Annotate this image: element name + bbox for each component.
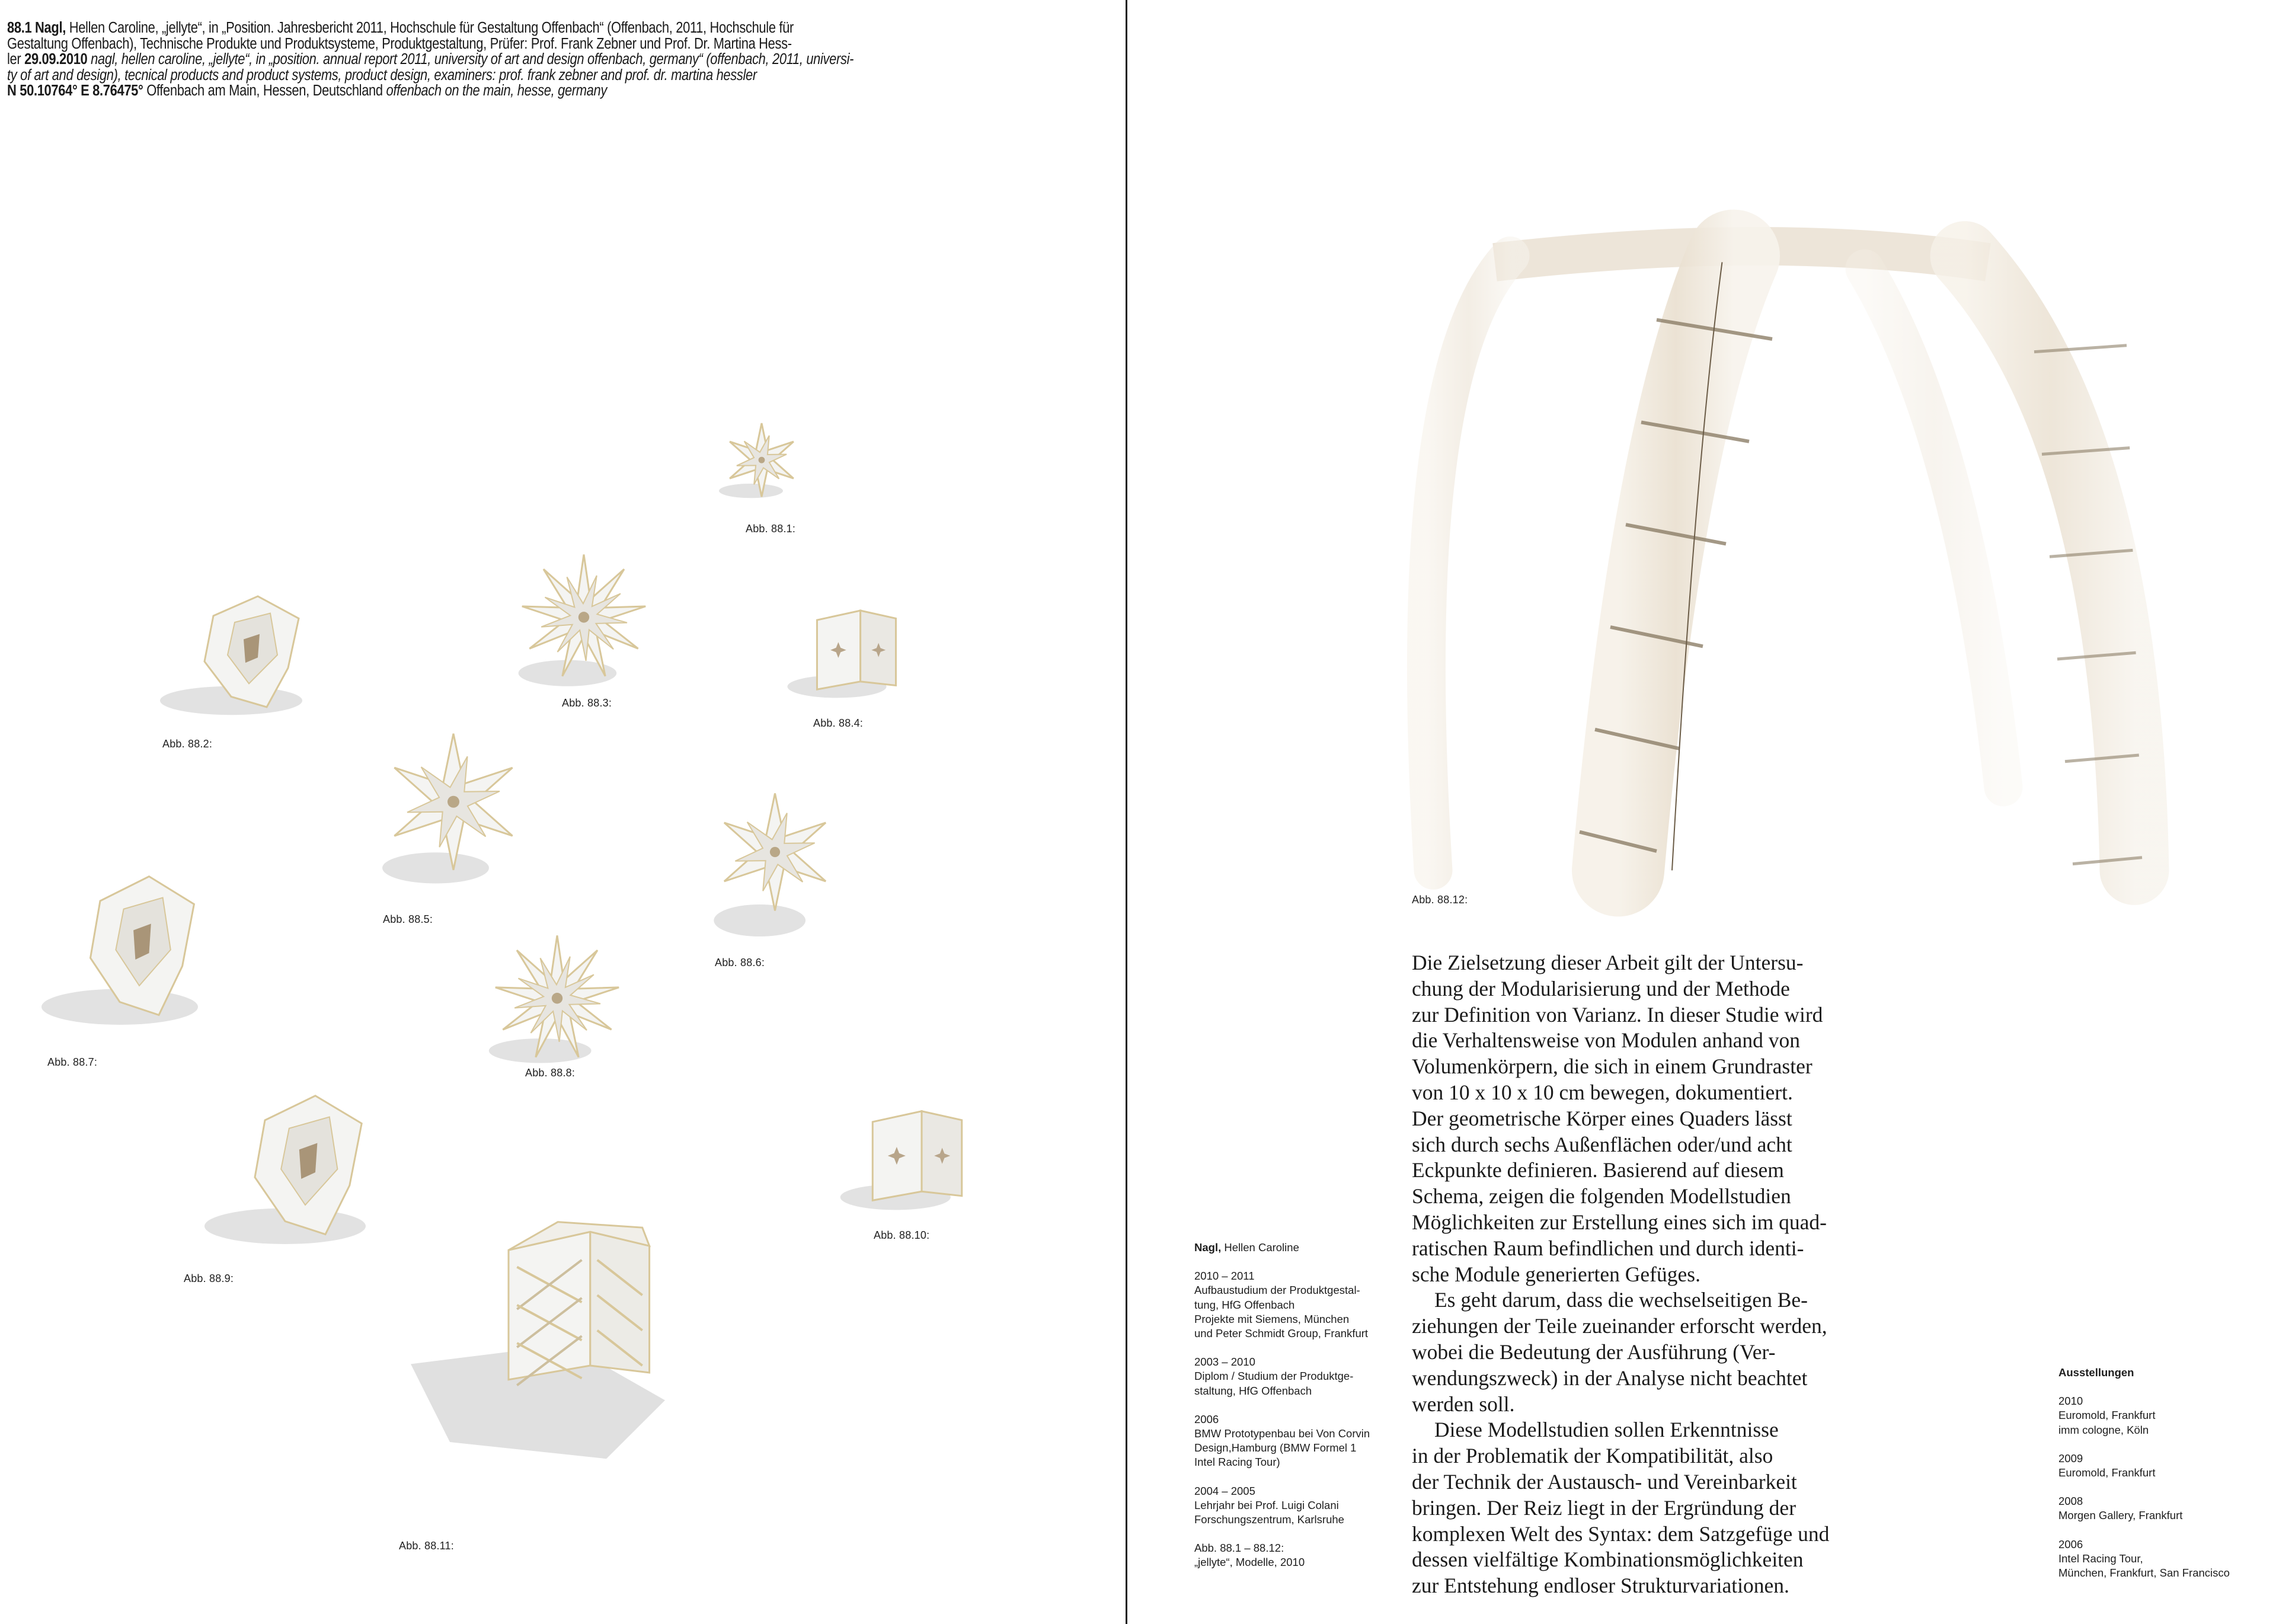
body-text-line: dessen vielfältige Kombinationsmöglichkeiten (1412, 1548, 1804, 1572)
figure-88-11-caption: Abb. 88.11: (399, 1540, 454, 1552)
figure-note (1194, 1541, 1408, 1569)
body-text-line: zur Definition von Varianz. In dieser Studie wird (1412, 1002, 1823, 1027)
bio-given-name: Hellen Caroline (1221, 1241, 1299, 1254)
figure-88-6-image (711, 768, 839, 945)
figure-note-line: „jellyte“, Modelle, 2010 (1194, 1556, 1305, 1569)
bio-detail: Lehrjahr bei Prof. Luigi Colani (1194, 1498, 1339, 1511)
reference-line: ty of art and design), tecnical products and product systems, product design, examiners: prof. frank zebner and prof. dr. martina hessler (7, 66, 757, 84)
exhibitions (2058, 1366, 2272, 1580)
exhibitions-heading: Ausstellungen (2058, 1366, 2134, 1379)
bio-detail: und Peter Schmidt Group, Frankfurt (1194, 1327, 1369, 1340)
body-text-line: in der Problematik der Kompatibilität, also (1412, 1444, 1773, 1468)
model-drawing (41, 868, 237, 1031)
bibliographic-reference (7, 20, 1088, 99)
exhibition-venue: Morgen Gallery, Frankfurt (2058, 1509, 2183, 1522)
body-text-line: Schema, zeigen die folgenden Modellstudien (1412, 1184, 1791, 1209)
reference-line: ler 29.09.2010 nagl, hellen caroline, „jellyte“, in „position. annual report 2011, university of art and design offenbach, germany“ (offenbach, 2011, universi- (7, 51, 854, 68)
figure-88-3-caption: Abb. 88.3: (562, 697, 612, 709)
figure-88-4-image (791, 590, 922, 702)
bio-years: 2004 – 2005 (1194, 1484, 1255, 1497)
body-text-line: die Verhaltensweise von Modulen anhand von (1412, 1028, 1800, 1053)
body-text (1412, 950, 1839, 1599)
model-drawing (711, 768, 839, 945)
body-text-line: ratischen Raum befindlichen und durch identi- (1412, 1236, 1804, 1260)
exhibition-venue: Intel Racing Tour, (2058, 1552, 2143, 1565)
bio-surname: Nagl, (1194, 1241, 1222, 1254)
body-text-line: sche Module generierten Gefüges. (1412, 1262, 1700, 1286)
body-text-line: bringen. Der Reiz liegt in der Ergründung der (1412, 1495, 1796, 1520)
body-text-line: Volumenkörpern, die sich in einem Grundraster (1412, 1054, 1813, 1079)
figure-88-11-image (391, 1191, 782, 1470)
figure-88-1-image (717, 422, 806, 502)
exhibition-year: 2009 (2058, 1452, 2083, 1465)
model-drawing (1387, 243, 2157, 883)
bio-years: 2006 (1194, 1412, 1219, 1425)
figure-88-2-image (160, 590, 338, 720)
figure-88-8-caption: Abb. 88.8: (525, 1067, 576, 1079)
exhibition-venue: imm cologne, Köln (2058, 1423, 2149, 1436)
figure-88-12-caption: Abb. 88.12: (1412, 894, 1468, 906)
figure-88-5-image (379, 720, 528, 892)
model-drawing (516, 548, 652, 693)
figure-88-10-caption: Abb. 88.10: (874, 1229, 930, 1241)
figure-88-8-image (486, 934, 628, 1070)
designer-bio (1194, 1241, 1408, 1570)
bio-detail: BMW Prototypenbau bei Von Corvin (1194, 1427, 1370, 1440)
reference-line: N 50.10764° E 8.76475° Offenbach am Main, Hessen, Deutschland offenbach on the main, hesse, germany (7, 82, 608, 99)
exhibition-venue: Euromold, Frankfurt (2058, 1409, 2156, 1422)
reference-line: Gestaltung Offenbach), Technische Produkte und Produktsysteme, Produktgestaltung, Prüfer: Prof. Frank Zebner und Prof. Dr. Martina Hess- (7, 35, 792, 52)
body-text-line: chung der Modularisierung und der Methode (1412, 976, 1790, 1000)
bio-entries (1194, 1269, 1408, 1541)
figure-88-7-caption: Abb. 88.7: (47, 1056, 98, 1068)
body-text-line: zur Entstehung endloser Strukturvariationen. (1412, 1574, 1789, 1598)
exhibition-year: 2006 (2058, 1537, 2083, 1551)
bio-detail: Projekte mit Siemens, München (1194, 1312, 1350, 1325)
exhibition-venue: München, Frankfurt, San Francisco (2058, 1567, 2230, 1580)
figure-88-9-image (204, 1088, 406, 1251)
body-text-line: Die Zielsetzung dieser Arbeit gilt der Untersu- (1412, 951, 1804, 974)
page-gutter-divider (1126, 0, 1127, 1624)
bio-detail: Aufbaustudium der Produktgestal- (1194, 1284, 1360, 1297)
model-drawing (486, 934, 628, 1070)
reference-line: 88.1 Nagl, Hellen Caroline, „jellyte“, in „Position. Jahresbericht 2011, Hochschule für Gestaltung Offenbach“ (Offenbach, 2011, Hochschule für (7, 20, 794, 36)
figure-note-line: Abb. 88.1 – 88.12: (1194, 1542, 1284, 1555)
bio-years: 2003 – 2010 (1194, 1356, 1255, 1369)
body-text-line: Diese Modellstudien sollen Erkenntnisse (1434, 1418, 1779, 1442)
model-drawing (204, 1088, 406, 1251)
body-text-line: wendungszweck) in der Analyse nicht beachtet (1412, 1366, 1808, 1390)
body-text-line: Möglichkeiten zur Erstellung eines sich im quad- (1412, 1210, 1827, 1234)
exhibition-venue: Euromold, Frankfurt (2058, 1466, 2156, 1479)
figure-88-5-caption: Abb. 88.5: (383, 913, 433, 925)
model-drawing (717, 422, 806, 502)
body-text-line: sich durch sechs Außenflächen oder/und acht (1412, 1132, 1792, 1156)
model-drawing (160, 590, 338, 720)
figure-88-6-caption: Abb. 88.6: (715, 957, 765, 968)
model-drawing (845, 1088, 990, 1215)
figure-88-12-image (1387, 243, 2157, 883)
figure-88-7-image (41, 868, 237, 1031)
body-text-line: komplexen Welt des Syntax: dem Satzgefüge und (1412, 1521, 1830, 1546)
body-text-line: werden soll. (1412, 1392, 1515, 1416)
body-text-line: von 10 x 10 x 10 cm bewegen, dokumentiert. (1412, 1080, 1793, 1104)
figure-88-10-image (845, 1088, 990, 1215)
body-text-line: ziehungen der Teile zueinander erforscht werden, (1412, 1314, 1827, 1338)
figure-88-9-caption: Abb. 88.9: (184, 1273, 234, 1284)
body-text-line: Eckpunkte definieren. Basierend auf diesem (1412, 1158, 1784, 1182)
bio-detail: Design,Hamburg (BMW Formel 1 (1194, 1441, 1357, 1454)
figure-88-1-caption: Abb. 88.1: (746, 523, 796, 535)
bio-name (1194, 1241, 1408, 1255)
bio-years: 2010 – 2011 (1194, 1270, 1255, 1283)
body-text-line: Der geometrische Körper eines Quaders lässt (1412, 1106, 1792, 1130)
model-drawing (791, 590, 922, 702)
bio-detail: staltung, HfG Offenbach (1194, 1384, 1312, 1397)
bio-detail: Forschungszentrum, Karlsruhe (1194, 1513, 1344, 1526)
exhibition-entries (2058, 1394, 2272, 1580)
model-drawing (391, 1191, 782, 1470)
bio-detail: Diplom / Studium der Produktge- (1194, 1370, 1354, 1383)
body-text-line: wobei die Bedeutung der Ausführung (Ver- (1412, 1340, 1776, 1364)
figure-88-2-caption: Abb. 88.2: (162, 738, 213, 750)
body-text-line: Es geht darum, dass die wechselseitigen Be- (1434, 1288, 1808, 1312)
model-drawing (379, 720, 528, 892)
bio-detail: tung, HfG Offenbach (1194, 1298, 1295, 1311)
bio-detail: Intel Racing Tour) (1194, 1456, 1280, 1469)
body-text-line: der Technik der Austausch- und Vereinbarkeit (1412, 1469, 1797, 1494)
exhibition-year: 2008 (2058, 1495, 2083, 1508)
figure-88-4-caption: Abb. 88.4: (813, 717, 864, 729)
exhibition-year: 2010 (2058, 1395, 2083, 1408)
figure-88-3-image (516, 548, 652, 693)
